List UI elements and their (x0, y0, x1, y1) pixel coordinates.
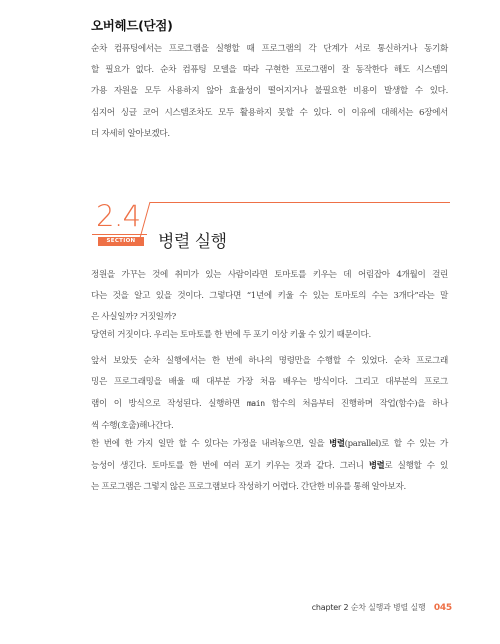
text-line: 정원을 가꾸는 것에 취미가 있는 사람이라면 토마토를 키우는 데 어림잡아 4개월이 걸린 (91, 270, 448, 280)
text-line: 씩 수행(호출)해나간다. (91, 420, 174, 431)
text-line: 가용 자원을 모두 사용하지 않아 효율성이 떨어지거나 불필요한 비용이 발생할 수 있다. (91, 86, 448, 97)
section-slash-decoration (138, 201, 152, 239)
text-line: 은 사실일까? 거짓일까? (91, 312, 176, 323)
body-paragraph (91, 325, 448, 346)
body-paragraph (91, 433, 448, 499)
page-number: 045 (433, 603, 452, 613)
text-line: 당연히 거짓이다. 우리는 토마토를 한 번에 두 포기 이상 키울 수 있기 때문이다. (91, 330, 371, 340)
section-label-badge: SECTION (98, 237, 144, 246)
subsection-heading: 오버헤드(단점) (91, 18, 173, 33)
text-fragment: 능성이 생긴다. 토마토를 한 번에 여러 포기 키우는 것과 같다. 그러니 (91, 461, 369, 472)
text-fragment: (parallel)로 할 수 있는 가 (344, 439, 448, 449)
footer-chapter: chapter 2 (311, 603, 349, 612)
text-fragment: 한 번에 한 가지 일만 할 수 있다는 가정을 내려놓으면, 일을 (91, 439, 330, 449)
bold-term: 병렬 (329, 438, 345, 448)
text-line: 는 프로그램은 그렇지 않은 프로그램보다 작성하기 어렵다. 간단한 비유를 통해 알아보자. (91, 482, 406, 493)
text-line: 밍은 프로그래밍을 배울 때 대부분 가장 처음 배우는 방식이다. 그리고 대부분의 프로그 (91, 377, 448, 388)
text-fragment: 로 실행할 수 있 (384, 461, 449, 472)
text-line: 할 필요가 없다. 순차 컴퓨팅 모델을 따라 구현한 프로그램이 잘 동작한다 해도 시스템의 (91, 65, 448, 76)
footer-chapter-title: 순차 실행과 병렬 실행 (350, 603, 426, 612)
inline-code: main (246, 399, 265, 409)
text-line (91, 433, 448, 455)
text-line: 더 자세히 알아보겠다. (91, 128, 170, 139)
body-paragraph (91, 351, 448, 437)
section-rule-right (150, 202, 450, 203)
section-number: 2.4 (96, 199, 141, 233)
overhead-paragraph (91, 39, 448, 145)
text-line (91, 455, 448, 477)
text-line: 앞서 보았듯 순차 실행에서는 한 번에 하나의 명령만을 수행할 수 있었다. 순차 프로그래 (91, 356, 448, 366)
section-title: 병렬 실행 (158, 232, 227, 252)
body-paragraph (91, 265, 448, 329)
bold-term: 병렬 (368, 460, 385, 471)
text-line (91, 393, 448, 415)
text-fragment: 램이 이 방식으로 작성된다. 실행하면 (91, 399, 247, 410)
page-footer (312, 602, 452, 613)
text-line: 다는 것을 알고 있을 것이다. 그렇다면 “1년에 키울 수 있는 토마토의 수는 3개다”라는 말 (91, 291, 448, 302)
text-fragment: 함수의 처음부터 진행하며 작업(함수)을 하나 (264, 399, 448, 410)
text-line: 순차 컴퓨팅에서는 프로그램을 실행할 때 프로그램의 각 단계가 서로 통신하거나 동기화 (91, 44, 448, 54)
section-header (88, 193, 450, 253)
text-line: 심지어 싱글 코어 시스템조차도 모두 활용하지 못할 수 있다. 이 이유에 대해서는 6장에서 (91, 107, 448, 118)
